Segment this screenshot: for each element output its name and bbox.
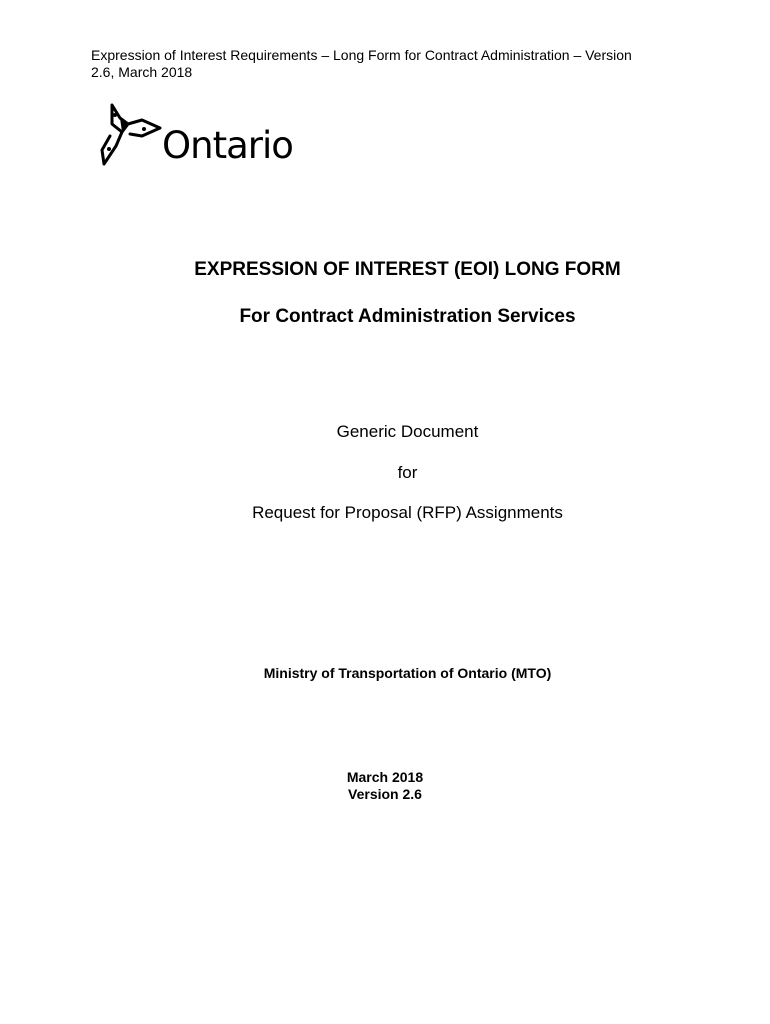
ministry-name: Ministry of Transportation of Ontario (MTO)	[263, 665, 552, 681]
rfp-assignments-label: Request for Proposal (RFP) Assignments	[252, 503, 563, 522]
document-subtitle: For Contract Administration Services	[239, 306, 576, 327]
date-version-block	[0, 769, 770, 803]
ontario-logo	[98, 102, 298, 172]
for-label: for	[397, 463, 418, 482]
ontario-wordmark: Ontario	[162, 124, 293, 167]
document-title: EXPRESSION OF INTEREST (EOI) LONG FORM	[194, 259, 621, 280]
generic-document-label: Generic Document	[336, 422, 479, 441]
publication-date: March 2018	[346, 769, 424, 785]
running-header: Expression of Interest Requirements – Long Form for Contract Administration – Version 2.6, March 2018	[91, 47, 632, 80]
version-number: Version 2.6	[348, 786, 422, 802]
trillium-icon	[98, 102, 162, 168]
